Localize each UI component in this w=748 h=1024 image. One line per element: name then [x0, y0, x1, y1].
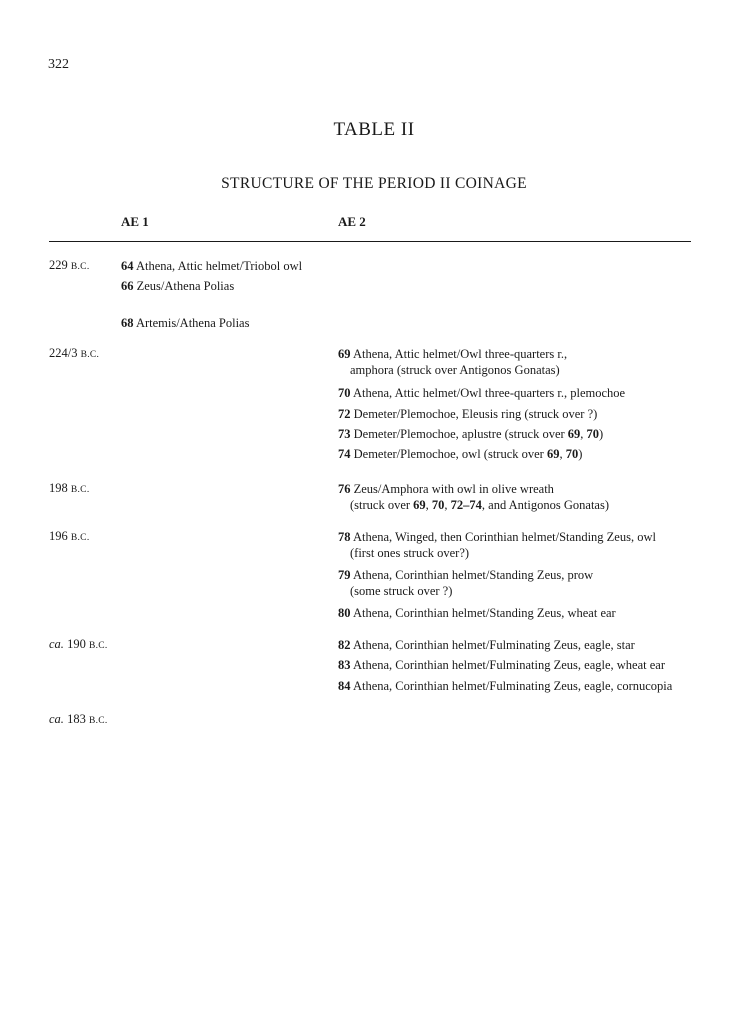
year-label: 224/3 B.C.	[49, 346, 100, 360]
coin-number: 66	[121, 279, 134, 293]
coin-number: 80	[338, 606, 351, 620]
coin-number: 68	[121, 316, 134, 330]
coin-number: 69	[338, 347, 351, 361]
coin-number: 78	[338, 530, 351, 544]
column-header-ae2: AE 2	[338, 214, 366, 229]
table-title: TABLE II	[333, 119, 415, 140]
coin-entry: 82 Athena, Corinthian helmet/Fulminating Zeus, eagle, star	[338, 638, 635, 652]
coin-entry: 84 Athena, Corinthian helmet/Fulminating Zeus, eagle, cornucopia	[338, 679, 673, 693]
coin-number: 79	[338, 568, 351, 582]
coin-entry: 80 Athena, Corinthian helmet/Standing Zeus, wheat ear	[338, 606, 616, 620]
coin-entry: 66 Zeus/Athena Polias	[121, 279, 235, 293]
coin-number: 83	[338, 658, 351, 672]
coin-number: 64	[121, 259, 134, 273]
year-label: 196 B.C.	[49, 529, 90, 543]
coin-entry: 74 Demeter/Plemochoe, owl (struck over 69, 70)	[338, 447, 583, 461]
coin-entry: 64 Athena, Attic helmet/Triobol owl	[121, 259, 303, 273]
coin-number: 82	[338, 638, 351, 652]
coin-entry: 83 Athena, Corinthian helmet/Fulminating Zeus, eagle, wheat ear	[338, 658, 665, 672]
page-number: 322	[48, 57, 69, 72]
coin-entry: 72 Demeter/Plemochoe, Eleusis ring (struck over ?)	[338, 407, 598, 421]
coin-entry: 79 Athena, Corinthian helmet/Standing Zeus, prow (some struck over ?)	[338, 568, 594, 598]
coin-entry: 76 Zeus/Amphora with owl in olive wreath (struck over 69, 70, 72–74, and Antigonos Gonatas)	[338, 482, 609, 512]
coin-entry: 69 Athena, Attic helmet/Owl three-quarters r., amphora (struck over Antigonos Gonatas)	[338, 347, 568, 377]
coin-entry: 73 Demeter/Plemochoe, aplustre (struck over 69, 70)	[338, 427, 604, 441]
coin-number: 74	[338, 447, 351, 461]
table-subtitle: STRUCTURE OF THE PERIOD II COINAGE	[221, 175, 527, 192]
coin-number: 70	[338, 386, 351, 400]
coin-entry: 68 Artemis/Athena Polias	[121, 316, 250, 330]
year-label: ca. 183 B.C.	[49, 712, 108, 726]
header-rule	[49, 241, 691, 242]
coin-number: 73	[338, 427, 351, 441]
coin-number: 76	[338, 482, 351, 496]
coin-number: 72	[338, 407, 351, 421]
year-label: 198 B.C.	[49, 481, 90, 495]
year-label: 229 B.C.	[49, 258, 90, 272]
coin-entry: 78 Athena, Winged, then Corinthian helmet/Standing Zeus, owl (first ones struck over?)	[338, 530, 656, 560]
coin-number: 84	[338, 679, 351, 693]
column-header-ae1: AE 1	[121, 214, 149, 229]
coin-entry: 70 Athena, Attic helmet/Owl three-quarters r., plemochoe	[338, 386, 626, 400]
year-label: ca. 190 B.C.	[49, 637, 108, 651]
